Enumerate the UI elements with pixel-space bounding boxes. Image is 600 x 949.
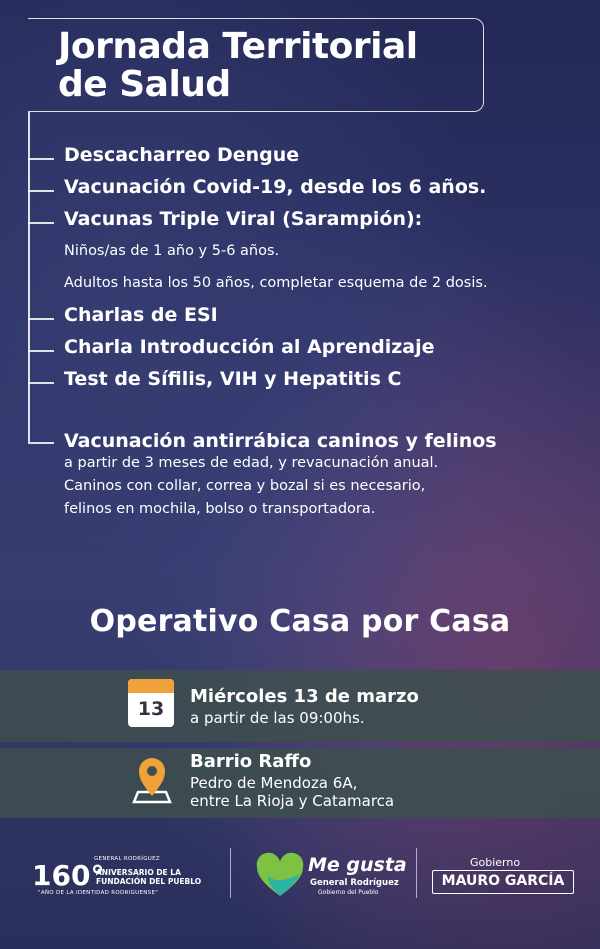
list-tick (28, 222, 54, 224)
service-item: Charla Introducción al Aprendizaje (64, 336, 435, 358)
anniv-bottom: "AÑO DE LA IDENTIDAD RODRIGUENSE" (38, 890, 159, 896)
footer-divider (416, 848, 417, 898)
anniv-top: GENERAL RODRÍGUEZ (94, 856, 160, 862)
mauro-garcia-badge: MAURO GARCÍA (432, 870, 574, 894)
list-tick (28, 158, 54, 160)
gobierno-pueblo-text: Gobierno del Pueblo (318, 889, 379, 896)
heart-logo-icon (254, 852, 306, 900)
location-line-2: entre La Rioja y Catamarca (190, 792, 395, 810)
list-tick (28, 442, 54, 444)
rabies-line-1: a partir de 3 meses de edad, y revacunación anual. (64, 455, 439, 471)
location-pin-icon (132, 752, 172, 804)
rabies-line-3: felinos en mochila, bolso o transportadora. (64, 501, 376, 517)
date-title: Miércoles 13 de marzo (190, 686, 419, 707)
list-tick (28, 350, 54, 352)
gobierno-label: Gobierno (470, 856, 521, 869)
title-line-2: de Salud (58, 64, 231, 105)
anniv-number: 160° (32, 859, 105, 892)
calendar-icon (128, 679, 174, 727)
date-time: a partir de las 09:00hs. (190, 709, 365, 727)
anniversary-logo (24, 856, 214, 898)
service-item: Descacharreo Dengue (64, 144, 300, 166)
list-tick (28, 190, 54, 192)
page-title (58, 28, 478, 104)
calendar-day: 13 (137, 698, 165, 720)
service-item: Charlas de ESI (64, 304, 218, 326)
anniv-text: ANIVERSARIO DE LA FUNDACIÓN DEL PUEBLO (96, 868, 202, 886)
list-connector-line (28, 112, 30, 442)
rabies-section (64, 430, 584, 521)
gen-rodriguez-text: General Rodríguez (310, 878, 399, 888)
rabies-line-2: Caninos con collar, correa y bozal si es necesario, (64, 478, 426, 494)
footer-logos (0, 840, 600, 910)
location-line-1: Pedro de Mendoza 6A, (190, 774, 358, 792)
service-detail: Adultos hasta los 50 años, completar esquema de 2 dosis. (64, 275, 488, 291)
list-tick (28, 318, 54, 320)
title-line-1: Jornada Territorial (58, 26, 418, 67)
operativo-heading: Operativo Casa por Casa (89, 604, 511, 639)
megusta-text: Me gusta (308, 854, 407, 876)
list-tick (28, 382, 54, 384)
service-item: Vacunación Covid-19, desde los 6 años. (64, 176, 487, 198)
footer-divider (230, 848, 231, 898)
service-item: Vacunas Triple Viral (Sarampión): (64, 208, 423, 230)
rabies-heading: Vacunación antirrábica caninos y felinos (64, 430, 497, 452)
service-item: Test de Sífilis, VIH y Hepatitis C (64, 368, 402, 390)
service-detail: Niños/as de 1 año y 5-6 años. (64, 243, 280, 259)
location-title: Barrio Raffo (190, 751, 312, 772)
